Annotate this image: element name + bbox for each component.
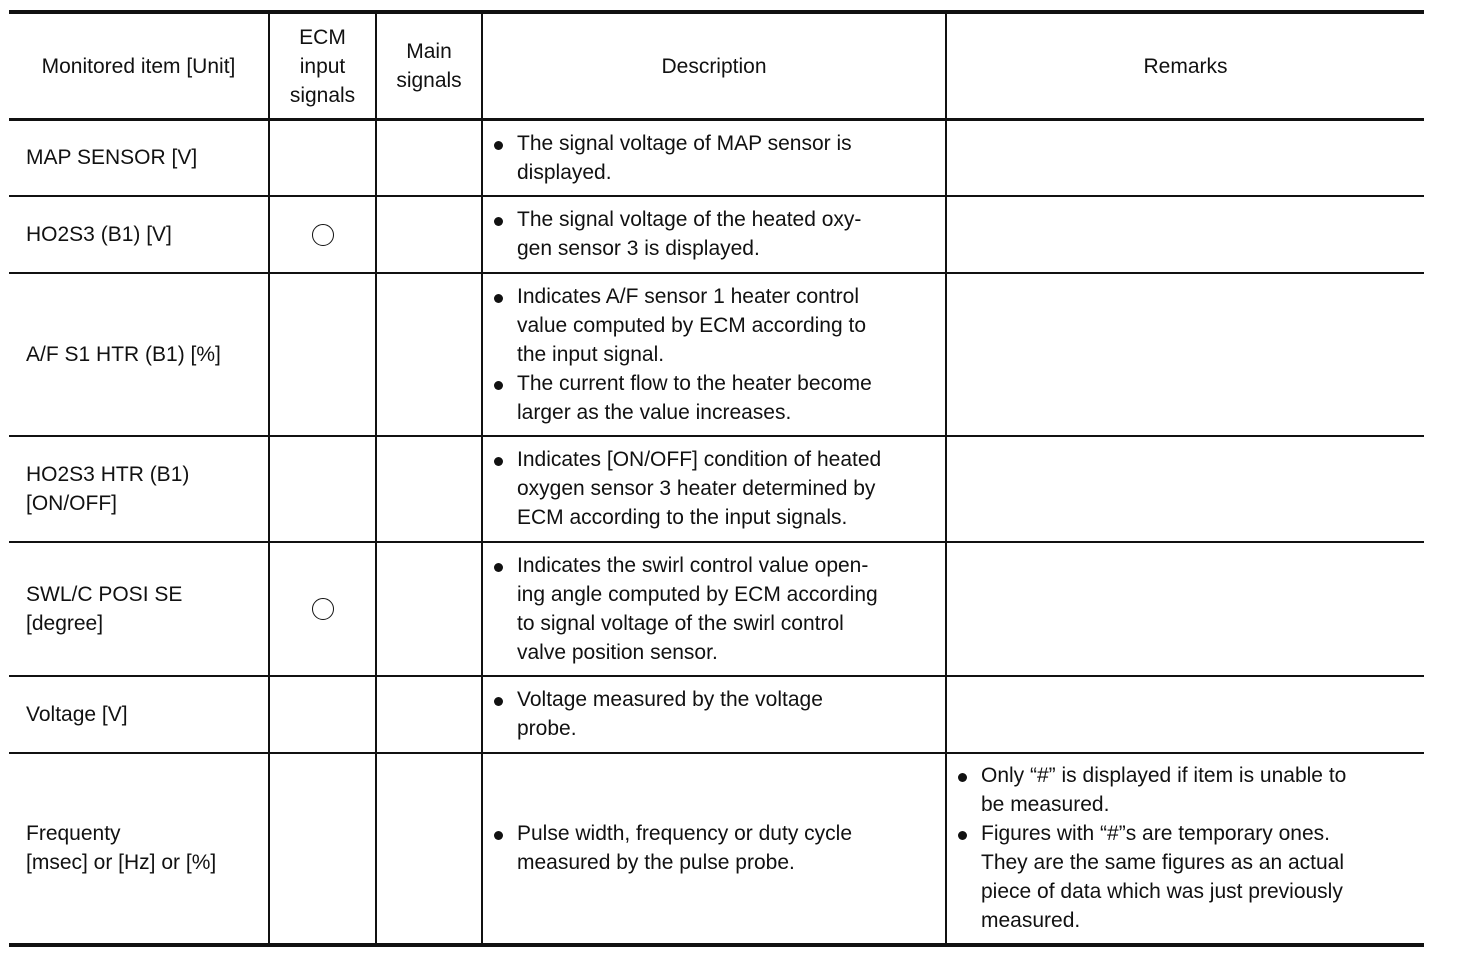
- remarks-bullet: [955, 819, 1414, 935]
- description-bullet: [491, 129, 935, 187]
- description-list: [491, 819, 935, 877]
- circle-mark-icon: [312, 224, 334, 246]
- monitored-items-table: [9, 10, 1424, 947]
- description-text: valve position sensor.: [517, 640, 718, 664]
- description-bullet: [491, 551, 935, 667]
- remarks-cell: [946, 542, 1424, 676]
- monitored-item-cell: [9, 120, 269, 196]
- table-body: [9, 120, 1424, 945]
- description-text: oxygen sensor 3 heater determined by: [517, 477, 876, 500]
- table-row: [9, 436, 1424, 542]
- description-bullet: [491, 819, 935, 877]
- remarks-text: Only “#” is displayed if item is unable to: [981, 764, 1347, 787]
- table-header: [9, 12, 1424, 120]
- ecm-input-cell: [269, 436, 376, 542]
- description-cell: [482, 196, 946, 273]
- table-row: [9, 542, 1424, 676]
- header-main-signals: [376, 12, 482, 120]
- monitored-item-cell: [9, 676, 269, 753]
- header-row: [9, 12, 1424, 120]
- description-text: displayed.: [517, 160, 612, 184]
- circle-mark-icon: [312, 598, 334, 620]
- header-main-line: Main: [406, 40, 452, 63]
- table-row: [9, 120, 1424, 196]
- header-main-line: signals: [396, 69, 462, 92]
- ecm-input-cell: [269, 542, 376, 676]
- description-text: the input signal.: [517, 342, 665, 366]
- monitored-item-text: A/F S1 HTR (B1) [%]: [26, 342, 221, 366]
- remarks-cell: [946, 120, 1424, 196]
- main-signals-cell: [376, 542, 482, 676]
- description-text: Indicates [ON/OFF] condition of heated: [517, 448, 882, 471]
- remarks-text: They are the same figures as an actual: [981, 851, 1345, 874]
- remarks-text: piece of data which was just previously: [981, 880, 1343, 903]
- monitored-item-text: [msec] or [Hz] or [%]: [26, 851, 217, 874]
- description-list: [491, 551, 935, 667]
- description-bullet: [491, 445, 935, 532]
- ecm-input-cell: [269, 753, 376, 945]
- header-ecm-input-signals: [269, 12, 376, 120]
- description-text: Pulse width, frequency or duty cycle: [517, 822, 852, 845]
- description-list: [491, 205, 935, 263]
- header-remarks: Remarks: [946, 12, 1424, 120]
- description-list: [491, 282, 935, 427]
- header-description: Description: [482, 12, 946, 120]
- description-bullet: [491, 205, 935, 263]
- description-cell: [482, 676, 946, 753]
- remarks-text: Figures with “#”s are temporary ones.: [981, 822, 1330, 845]
- main-signals-cell: [376, 196, 482, 273]
- data-monitor-table-container: [9, 10, 1424, 947]
- description-list: [491, 445, 935, 532]
- monitored-item-cell: [9, 436, 269, 542]
- ecm-input-cell: [269, 120, 376, 196]
- monitored-item-text: Frequenty: [26, 822, 121, 845]
- description-text: ECM according to the input signals.: [517, 506, 848, 529]
- description-text: measured by the pulse probe.: [517, 851, 795, 874]
- main-signals-cell: [376, 120, 482, 196]
- monitored-item-text: MAP SENSOR [V]: [26, 146, 198, 170]
- description-cell: [482, 542, 946, 676]
- monitored-item-text: Voltage [V]: [26, 702, 128, 726]
- header-ecm-line: input: [299, 54, 346, 78]
- header-ecm-line: ECM: [299, 25, 346, 49]
- header-monitored-item: Monitored item [Unit]: [41, 54, 236, 78]
- description-text: ing angle computed by ECM according: [517, 582, 878, 606]
- description-text: larger as the value increases.: [517, 400, 792, 424]
- description-list: [491, 129, 935, 187]
- description-text: value computed by ECM according to: [517, 313, 867, 337]
- remarks-bullet: [955, 761, 1414, 819]
- monitored-item-text: SWL/C POSI SE: [26, 582, 183, 606]
- remarks-text: measured.: [981, 909, 1081, 932]
- table-row: [9, 676, 1424, 753]
- monitored-item-text: HO2S3 HTR (B1): [26, 462, 190, 486]
- description-bullet: [491, 282, 935, 369]
- monitored-item-cell: [9, 753, 269, 945]
- monitored-item-text: HO2S3 (B1) [V]: [26, 222, 172, 246]
- remarks-cell: [946, 196, 1424, 273]
- ecm-input-cell: [269, 273, 376, 436]
- table-row: [9, 196, 1424, 273]
- monitored-item-text: [degree]: [26, 611, 104, 635]
- main-signals-cell: [376, 273, 482, 436]
- description-text: gen sensor 3 is displayed.: [517, 237, 760, 260]
- remarks-cell: [946, 436, 1424, 542]
- remarks-cell: [946, 676, 1424, 753]
- description-text: Voltage measured by the voltage: [517, 688, 823, 711]
- monitored-item-text: [ON/OFF]: [26, 491, 117, 515]
- description-text: The signal voltage of MAP sensor is: [517, 131, 852, 155]
- remarks-cell: [946, 753, 1424, 945]
- description-cell: [482, 120, 946, 196]
- remarks-text: be measured.: [981, 793, 1110, 816]
- description-text: to signal voltage of the swirl control: [517, 611, 844, 635]
- description-bullet: [491, 685, 935, 743]
- description-text: Indicates the swirl control value open-: [517, 553, 869, 577]
- table-row: [9, 753, 1424, 945]
- main-signals-cell: [376, 753, 482, 945]
- description-cell: [482, 436, 946, 542]
- description-cell: [482, 753, 946, 945]
- remarks-cell: [946, 273, 1424, 436]
- description-text: The signal voltage of the heated oxy-: [517, 208, 862, 231]
- description-bullet: [491, 369, 935, 427]
- description-text: The current flow to the heater become: [517, 371, 872, 395]
- remarks-list: [955, 761, 1414, 935]
- description-text: Indicates A/F sensor 1 heater control: [517, 284, 860, 308]
- monitored-item-cell: [9, 273, 269, 436]
- header-ecm-line: signals: [289, 83, 356, 107]
- description-text: probe.: [517, 717, 577, 740]
- monitored-item-cell: [9, 542, 269, 676]
- table-row: [9, 273, 1424, 436]
- main-signals-cell: [376, 676, 482, 753]
- main-signals-cell: [376, 436, 482, 542]
- ecm-input-cell: [269, 676, 376, 753]
- description-cell: [482, 273, 946, 436]
- description-list: [491, 685, 935, 743]
- monitored-item-cell: [9, 196, 269, 273]
- ecm-input-cell: [269, 196, 376, 273]
